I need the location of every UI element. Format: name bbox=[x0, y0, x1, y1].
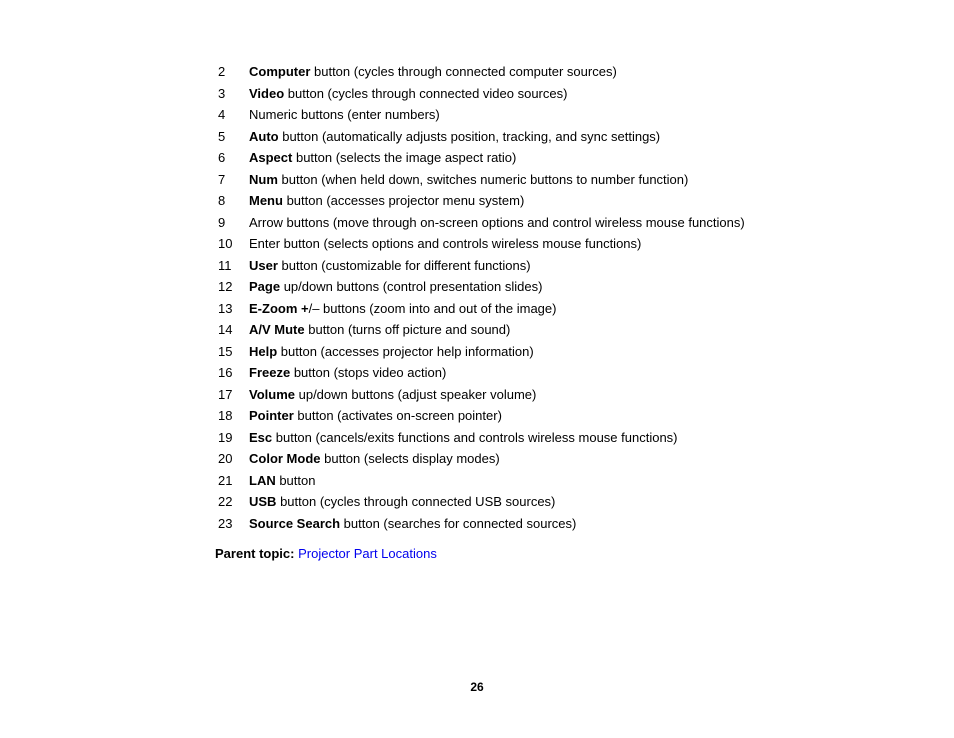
list-item bbox=[218, 298, 918, 320]
button-name: Color Mode bbox=[249, 451, 321, 466]
button-name: USB bbox=[249, 494, 277, 509]
item-description: button (searches for connected sources) bbox=[340, 515, 577, 531]
list-item bbox=[218, 104, 918, 126]
item-description: button (when held down, switches numeric buttons to number function) bbox=[277, 171, 689, 187]
button-name: Pointer bbox=[249, 408, 294, 423]
item-number: 13 bbox=[218, 300, 233, 316]
button-name: Freeze bbox=[249, 365, 291, 380]
parent-topic bbox=[215, 545, 437, 563]
item-description: button (selects the image aspect ratio) bbox=[292, 150, 517, 165]
button-name: E-Zoom + bbox=[249, 300, 309, 316]
item-number: 18 bbox=[218, 408, 233, 423]
list-item bbox=[218, 448, 918, 470]
item-description: up/down buttons (control presentation slides) bbox=[280, 279, 543, 294]
item-description: button bbox=[275, 472, 316, 488]
list-item bbox=[218, 319, 918, 341]
item-number: 9 bbox=[218, 214, 226, 230]
item-number: 2 bbox=[218, 64, 226, 79]
button-name: Esc bbox=[249, 429, 273, 445]
button-name: User bbox=[249, 257, 278, 273]
remote-control-legend-list bbox=[218, 61, 918, 534]
list-item bbox=[218, 405, 918, 427]
button-name: Menu bbox=[249, 193, 283, 208]
button-name: Aspect bbox=[249, 150, 293, 165]
item-number: 8 bbox=[218, 193, 226, 208]
item-description: button (activates on-screen pointer) bbox=[293, 408, 502, 423]
list-item bbox=[218, 384, 918, 406]
button-name: Num bbox=[249, 171, 278, 187]
item-number: 5 bbox=[218, 128, 226, 144]
item-description: button (cycles through connected computer sources) bbox=[310, 64, 617, 79]
button-name: LAN bbox=[249, 472, 276, 488]
button-name: Volume bbox=[249, 386, 295, 402]
item-description: button (cycles through connected USB sources) bbox=[276, 494, 556, 509]
item-number: 23 bbox=[218, 515, 233, 531]
item-description: button (customizable for different functions) bbox=[277, 257, 531, 273]
item-description: button (automatically adjusts position, tracking, and sync settings) bbox=[278, 128, 661, 144]
list-item bbox=[218, 513, 918, 535]
item-number: 3 bbox=[218, 85, 226, 101]
item-number: 21 bbox=[218, 472, 233, 488]
item-description: up/down buttons (adjust speaker volume) bbox=[295, 386, 537, 402]
list-item bbox=[218, 491, 918, 513]
item-number: 10 bbox=[218, 236, 233, 251]
item-description: button (stops video action) bbox=[290, 365, 447, 380]
button-name: Auto bbox=[249, 128, 279, 144]
item-number: 20 bbox=[218, 451, 233, 466]
list-item bbox=[218, 276, 918, 298]
list-item bbox=[218, 147, 918, 169]
page-number: 26 bbox=[470, 680, 484, 694]
list-item bbox=[218, 362, 918, 384]
list-item bbox=[218, 233, 918, 255]
button-name: Help bbox=[249, 343, 278, 359]
button-name: Page bbox=[249, 279, 281, 294]
item-number: 19 bbox=[218, 429, 233, 445]
item-description: Numeric buttons (enter numbers) bbox=[249, 107, 440, 122]
item-number: 22 bbox=[218, 494, 233, 509]
list-item bbox=[218, 61, 918, 83]
list-item bbox=[218, 169, 918, 191]
item-number: 16 bbox=[218, 365, 233, 380]
item-number: 4 bbox=[218, 107, 226, 122]
item-description: button (cycles through connected video sources) bbox=[284, 85, 568, 101]
parent-topic-link[interactable]: Projector Part Locations bbox=[298, 546, 437, 561]
button-name: Video bbox=[249, 85, 285, 101]
item-number: 14 bbox=[218, 322, 233, 337]
item-number: 6 bbox=[218, 150, 226, 165]
list-item bbox=[218, 83, 918, 105]
item-number: 12 bbox=[218, 279, 233, 294]
button-name: Computer bbox=[249, 64, 311, 79]
item-description: button (accesses projector menu system) bbox=[282, 193, 525, 208]
list-item bbox=[218, 255, 918, 277]
list-item bbox=[218, 212, 918, 234]
button-name: Source Search bbox=[249, 515, 341, 531]
item-number: 7 bbox=[218, 171, 226, 187]
list-item bbox=[218, 190, 918, 212]
button-name: A/V Mute bbox=[249, 322, 305, 337]
item-description: button (selects display modes) bbox=[320, 451, 500, 466]
list-item bbox=[218, 341, 918, 363]
parent-topic-label: Parent topic: bbox=[215, 546, 295, 561]
item-description: button (turns off picture and sound) bbox=[304, 322, 511, 337]
item-description: /– buttons (zoom into and out of the image) bbox=[308, 300, 557, 316]
item-description: button (cancels/exits functions and controls wireless mouse functions) bbox=[272, 429, 678, 445]
item-description: button (accesses projector help information) bbox=[277, 343, 534, 359]
list-item bbox=[218, 470, 918, 492]
list-item bbox=[218, 126, 918, 148]
item-number: 11 bbox=[218, 257, 232, 273]
item-description: Arrow buttons (move through on-screen options and control wireless mouse functions) bbox=[249, 214, 745, 230]
item-number: 17 bbox=[218, 386, 233, 402]
list-item bbox=[218, 427, 918, 449]
item-description: Enter button (selects options and controls wireless mouse functions) bbox=[249, 236, 642, 251]
item-number: 15 bbox=[218, 343, 233, 359]
